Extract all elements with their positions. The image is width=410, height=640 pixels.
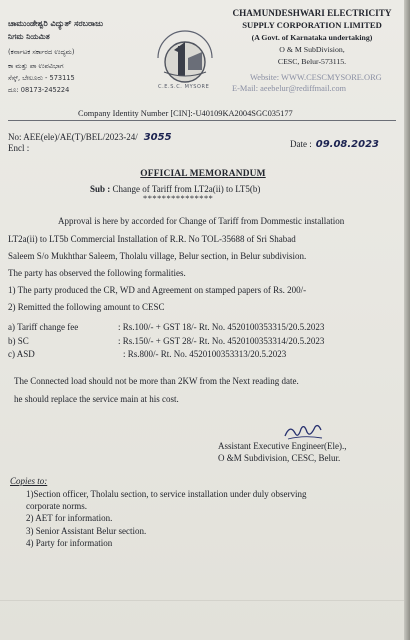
memo-date-handwritten: 09.08.2023	[315, 139, 380, 150]
logo-caption: C.E.S.C. MYSORE	[158, 84, 210, 90]
fee-row-sc-amount: : Rs.150/- + GST 28/- Rt. No. 4520100353314/20.5.2023	[118, 336, 325, 346]
memo-subject: Sub : Change of Tariff from LT2a(ii) to LT5(b)	[90, 184, 261, 194]
office-address: CESC, Belur-573115.	[277, 57, 347, 66]
kannada-company-name: ಚಾಮುಂಡೇಶ್ವರಿ ವಿದ್ಯುತ್ ಸರಬರಾಜು	[8, 19, 103, 28]
website-line: Website: WWW.CESCMYSORE.ORG	[250, 73, 382, 82]
kannada-company-suffix: ನಿಗಮ ನಿಯಮಿತ	[8, 32, 50, 41]
fee-row-asd-amount: : Rs.800/- Rt. No. 4520100353313/20.5.2023	[123, 349, 287, 359]
copies-to-heading: Copies to:	[10, 476, 48, 486]
condition-connected-load: The Connected load should not be more than 2KW from the Next reading date.	[14, 376, 299, 386]
copy-item-3: 3) Senior Assistant Belur section.	[26, 526, 147, 536]
company-name-english: CHAMUNDESHWARI ELECTRICITY	[232, 8, 392, 18]
body-line-1: Approval is here by accorded for Change of Tariff from Dommestic installation	[58, 216, 345, 226]
copy-item-1-continued: corporate norms.	[26, 501, 87, 511]
govt-undertaking: (A Govt. of Karnataka undertaking)	[251, 33, 373, 42]
memo-title: OFFICIAL MEMORANDUM	[140, 169, 266, 179]
condition-service-main: he should replace the service main at his cost.	[14, 394, 179, 404]
fee-row-tariff-amount: : Rs.100/- + GST 18/- Rt. No. 4520100353315/20.5.2023	[118, 322, 325, 332]
fee-row-tariff-label: a) Tariff change fee	[8, 322, 79, 332]
paper-crease	[0, 600, 406, 601]
paper-edge-shadow	[404, 0, 410, 640]
formality-1: 1) The party produced the CR, WD and Agreement on stamped papers of Rs. 200/-	[8, 285, 307, 295]
memo-date: Date : 09.08.2023	[290, 139, 380, 150]
kannada-govt-line: (ಕರ್ನಾಟಕ ಸರ್ಕಾರದ ಉದ್ಯಮ)	[8, 48, 75, 56]
body-line-2: LT2a(ii) to LT5b Commercial Installation of R.R. No TOL-35688 of Sri Shabad	[8, 234, 296, 244]
reference-number: No: AEE(ele)/AE(T)/BEL/2023-24/ 3055	[8, 132, 172, 143]
subject-underline-stars: ***************	[143, 194, 214, 203]
cesc-logo	[150, 28, 220, 92]
fee-row-asd-label: c) ASD	[8, 349, 35, 359]
copy-item-4: 4) Party for information	[26, 538, 113, 548]
copy-item-1: 1)Section officer, Tholalu section, to service installation under duly observing	[26, 489, 307, 499]
company-name-english-line2: SUPPLY CORPORATION LIMITED	[242, 20, 382, 30]
body-line-3: Saleem S/o Mukhthar Saleem, Tholalu village, Belur section, in Belur subdivision.	[8, 251, 307, 261]
signatory-office: O &M Subdivision, CESC, Belur.	[218, 453, 341, 463]
enclosure-label: Encl :	[8, 143, 30, 153]
kannada-phone-line: ದೂ: 08173-245224	[8, 86, 70, 94]
signatory-designation: Assistant Executive Engineer(Ele).,	[218, 441, 347, 451]
fee-row-sc-label: b) SC	[8, 336, 29, 346]
copy-item-2: 2) AET for information.	[26, 513, 113, 523]
officer-signature	[282, 421, 326, 443]
office-name: O & M SubDivision,	[279, 45, 345, 54]
company-identity-number: Company Identity Number [CIN]:-U40109KA2004SGC035177	[78, 109, 293, 118]
reference-number-handwritten: 3055	[143, 132, 172, 143]
body-line-4: The party has observed the following formalities.	[8, 268, 186, 278]
header-rule	[8, 120, 396, 121]
formality-2: 2) Remitted the following amount to CESC	[8, 302, 165, 312]
kannada-office-line: ಕಾ ಮತ್ತು ಪಾ ಉಪವಿಭಾಗ	[8, 62, 64, 70]
kannada-address-line: ಸೆಸ್ಕ್, ಬೇಲೂರು - 573115	[8, 74, 75, 82]
email-line: E-Mail: aeebelur@rediffmail.com	[232, 84, 347, 93]
